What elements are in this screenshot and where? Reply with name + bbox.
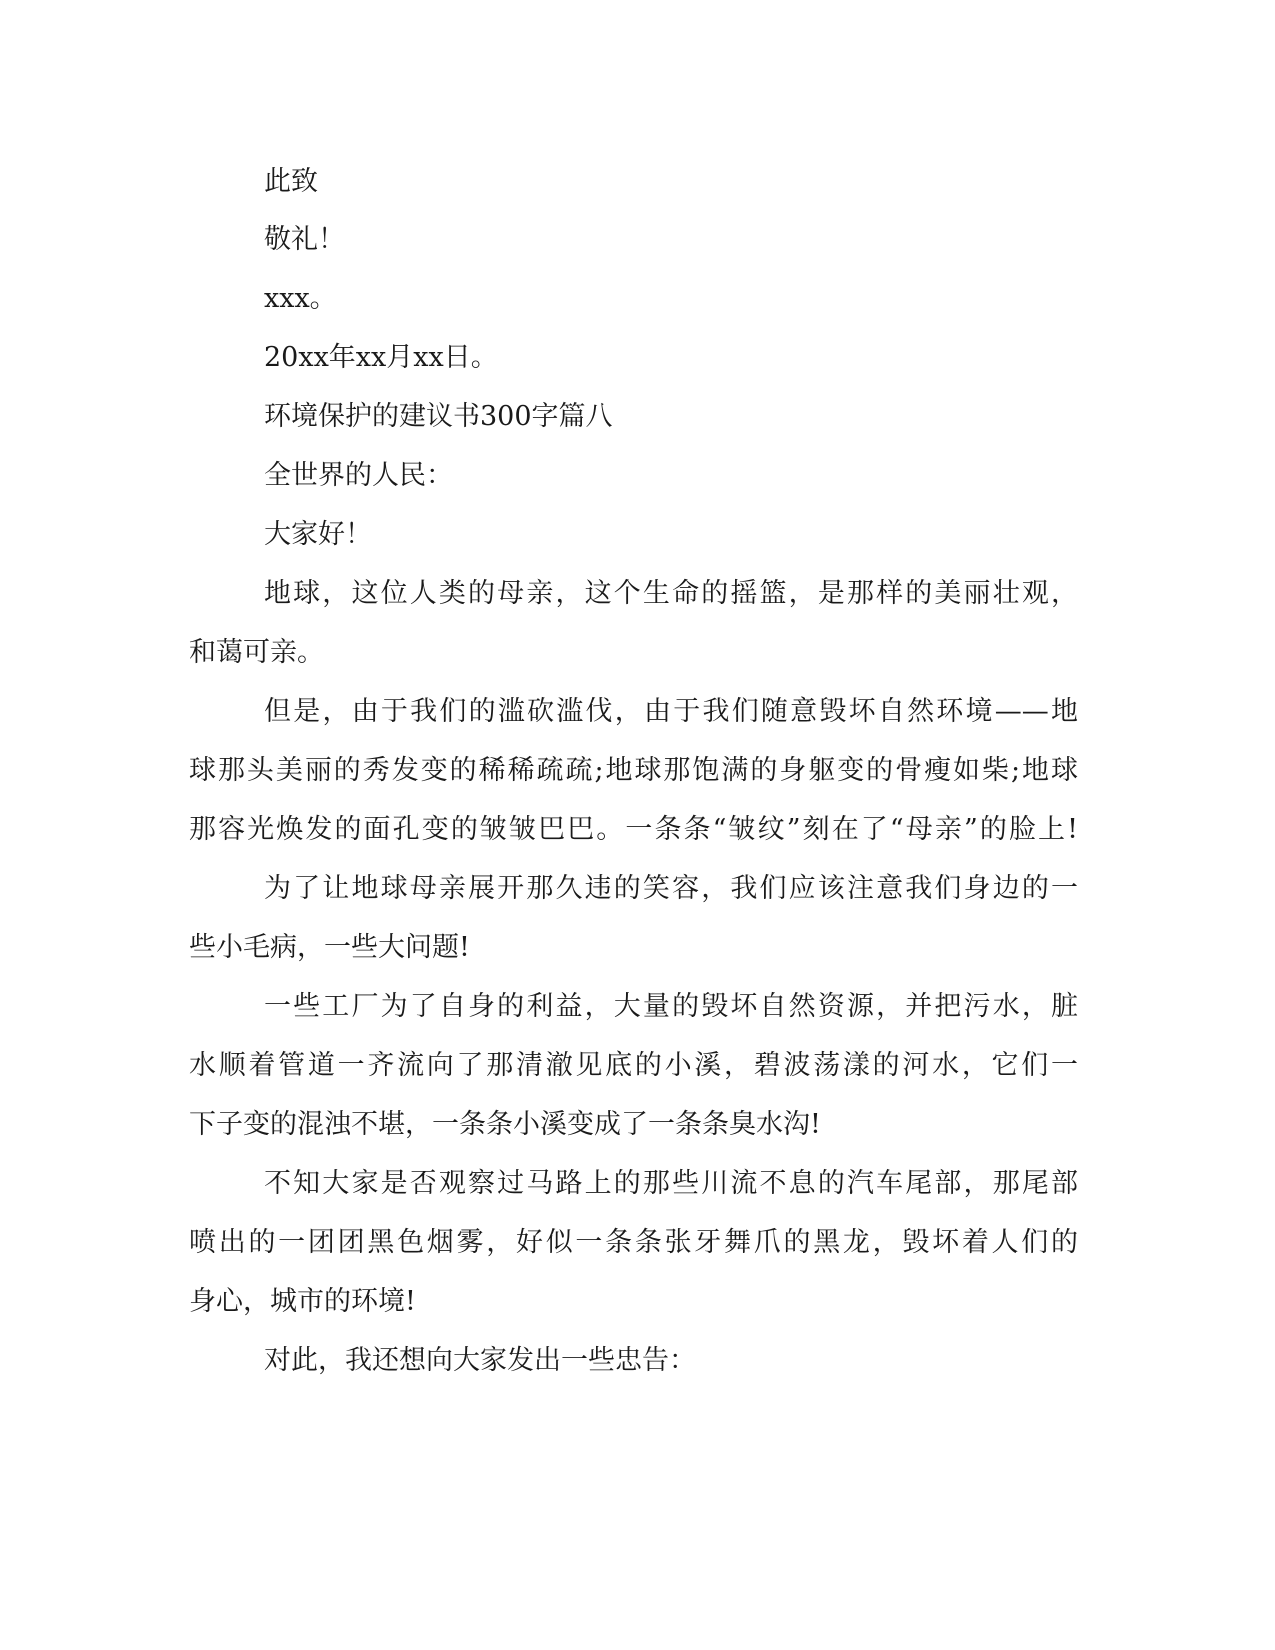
greeting-addressee: 全世界的人民： <box>264 460 453 491</box>
closing-signature: xxx。 <box>264 283 337 314</box>
paragraph-line: 球那头美丽的秀发变的稀稀疏疏;地球那饱满的身躯变的骨瘦如柴;地球 <box>189 755 1078 786</box>
section-title: 环境保护的建议书300字篇八 <box>264 401 613 432</box>
paragraph-line: 下子变的混浊不堪，一条条小溪变成了一条条臭水沟! <box>189 1109 821 1140</box>
paragraph-line: 身心，城市的环境! <box>189 1286 416 1317</box>
greeting-hello: 大家好！ <box>264 519 372 550</box>
paragraph-line: 为了让地球母亲展开那久违的笑容，我们应该注意我们身边的一 <box>264 873 1078 904</box>
paragraph-line: 水顺着管道一齐流向了那清澈见底的小溪，碧波荡漾的河水，它们一 <box>189 1050 1078 1081</box>
closing-salutation: 此致 <box>264 166 318 197</box>
paragraph-line: 但是，由于我们的滥砍滥伐，由于我们随意毁坏自然环境——地 <box>264 696 1078 727</box>
closing-date: 20xx年xx月xx日。 <box>264 342 498 373</box>
paragraph-line: 那容光焕发的面孔变的皱皱巴巴。一条条“皱纹”刻在了“母亲”的脸上! <box>189 814 1078 845</box>
paragraph-line: 一些工厂为了自身的利益，大量的毁坏自然资源，并把污水，脏 <box>264 991 1078 1022</box>
paragraph-line: 不知大家是否观察过马路上的那些川流不息的汽车尾部，那尾部 <box>264 1168 1078 1199</box>
paragraph-line: 和蔼可亲。 <box>189 637 324 668</box>
paragraph-line: 地球，这位人类的母亲，这个生命的摇篮，是那样的美丽壮观， <box>264 578 1078 609</box>
paragraph-line: 喷出的一团团黑色烟雾，好似一条条张牙舞爪的黑龙，毁坏着人们的 <box>189 1227 1078 1258</box>
closing-regards: 敬礼！ <box>264 224 345 255</box>
paragraph-line: 些小毛病，一些大问题! <box>189 932 470 963</box>
paragraph-line: 对此，我还想向大家发出一些忠告： <box>264 1345 696 1376</box>
